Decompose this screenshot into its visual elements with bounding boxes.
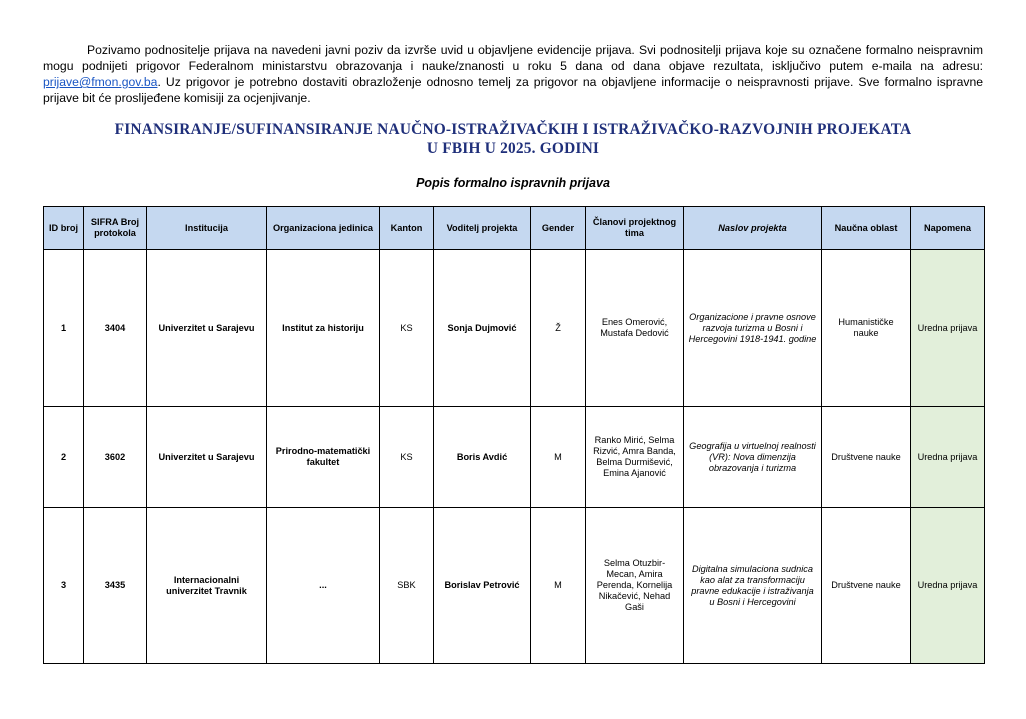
intro-text-end: . Uz prigovor je potrebno dostaviti obrazloženje odnosno temelj za prigovor na objavljene informacije o neispravnosti prijave. Sve formalno ispravne prijave bit će proslijeđene komisiji za ocjenjivanje. <box>43 75 983 105</box>
cell-voditelj: Boris Avdić <box>434 407 531 508</box>
cell-naslov: Digitalna simulaciona sudnica kao alat za transformaciju pravne edukacije i istraživanja u Bosni i Hercegovini <box>684 508 822 664</box>
title-line-2: U FBIH U 2025. GODINI <box>426 140 600 157</box>
table-row <box>44 250 985 407</box>
cell-voditelj: Sonja Dujmović <box>434 250 531 407</box>
cell-organizaciona: Prirodno-matematički fakultet <box>267 407 380 508</box>
table-subtitle: Popis formalno ispravnih prijava <box>416 176 610 190</box>
header-oblast: Naučna oblast <box>822 207 911 250</box>
cell-oblast: Društvene nauke <box>822 508 911 664</box>
cell-napomena: Uredna prijava <box>911 508 985 664</box>
header-clanovi: Članovi projektnog tima <box>586 207 684 250</box>
header-sifra: SIFRA Broj protokola <box>84 207 147 250</box>
cell-sifra: 3602 <box>84 407 147 508</box>
cell-naslov: Organizacione i pravne osnove razvoja turizma u Bosni i Hercegovini 1918-1941. godine <box>684 250 822 407</box>
cell-institucija: Internacionalni univerzitet Travnik <box>147 508 267 664</box>
header-naslov: Naslov projekta <box>684 207 822 250</box>
cell-kanton: SBK <box>380 508 434 664</box>
cell-gender: M <box>531 407 586 508</box>
cell-gender: Ž <box>531 250 586 407</box>
cell-napomena: Uredna prijava <box>911 407 985 508</box>
header-organizaciona: Organizaciona jedinica <box>267 207 380 250</box>
header-kanton: Kanton <box>380 207 434 250</box>
email-link[interactable]: prijave@fmon.gov.ba <box>43 75 158 89</box>
cell-kanton: KS <box>380 407 434 508</box>
intro-paragraph <box>43 42 983 106</box>
cell-clanovi: Selma Otuzbir-Mecan, Amira Perenda, Kornelija Nikačević, Nehad Gaši <box>586 508 684 664</box>
cell-clanovi: Ranko Mirić, Selma Rizvić, Amra Banda, Belma Durmišević, Emina Ajanović <box>586 407 684 508</box>
cell-organizaciona: Institut za historiju <box>267 250 380 407</box>
cell-id: 1 <box>44 250 84 407</box>
cell-naslov: Geografija u virtuelnoj realnosti (VR): Nova dimenzija obrazovanja i turizma <box>684 407 822 508</box>
cell-kanton: KS <box>380 250 434 407</box>
table-row <box>44 407 985 508</box>
applications-table <box>43 206 985 664</box>
cell-voditelj: Borislav Petrović <box>434 508 531 664</box>
header-id: ID broj <box>44 207 84 250</box>
cell-clanovi: Enes Omerović, Mustafa Dedović <box>586 250 684 407</box>
cell-institucija: Univerzitet u Sarajevu <box>147 407 267 508</box>
header-napomena: Napomena <box>911 207 985 250</box>
header-institucija: Institucija <box>147 207 267 250</box>
cell-sifra: 3404 <box>84 250 147 407</box>
cell-sifra: 3435 <box>84 508 147 664</box>
cell-gender: M <box>531 508 586 664</box>
title-line-1: FINANSIRANJE/SUFINANSIRANJE NAUČNO-ISTRAŽIVAČKIH I ISTRAŽIVAČKO-RAZVOJNIH PROJEKATA <box>114 121 912 138</box>
intro-text-start: Pozivamo podnositelje prijava na navedeni javni poziv da izvrše uvid u objavljene evidencije prijava. Svi podnositelji prijava koje su označene formalno neispravnim mogu podnijeti prigovor Federalnom ministarstvu obrazovanja i nauke/znanosti u roku 5 dana od dana objave rezultata, isključivo putem e-maila na adresu: <box>43 43 983 73</box>
table-row <box>44 508 985 664</box>
cell-id: 3 <box>44 508 84 664</box>
cell-organizaciona: ... <box>267 508 380 664</box>
header-voditelj: Voditelj projekta <box>434 207 531 250</box>
cell-oblast: Društvene nauke <box>822 407 911 508</box>
cell-napomena: Uredna prijava <box>911 250 985 407</box>
cell-oblast: Humanističke nauke <box>822 250 911 407</box>
header-gender: Gender <box>531 207 586 250</box>
page-title <box>43 120 983 158</box>
table-header-row <box>44 207 985 250</box>
cell-id: 2 <box>44 407 84 508</box>
cell-institucija: Univerzitet u Sarajevu <box>147 250 267 407</box>
